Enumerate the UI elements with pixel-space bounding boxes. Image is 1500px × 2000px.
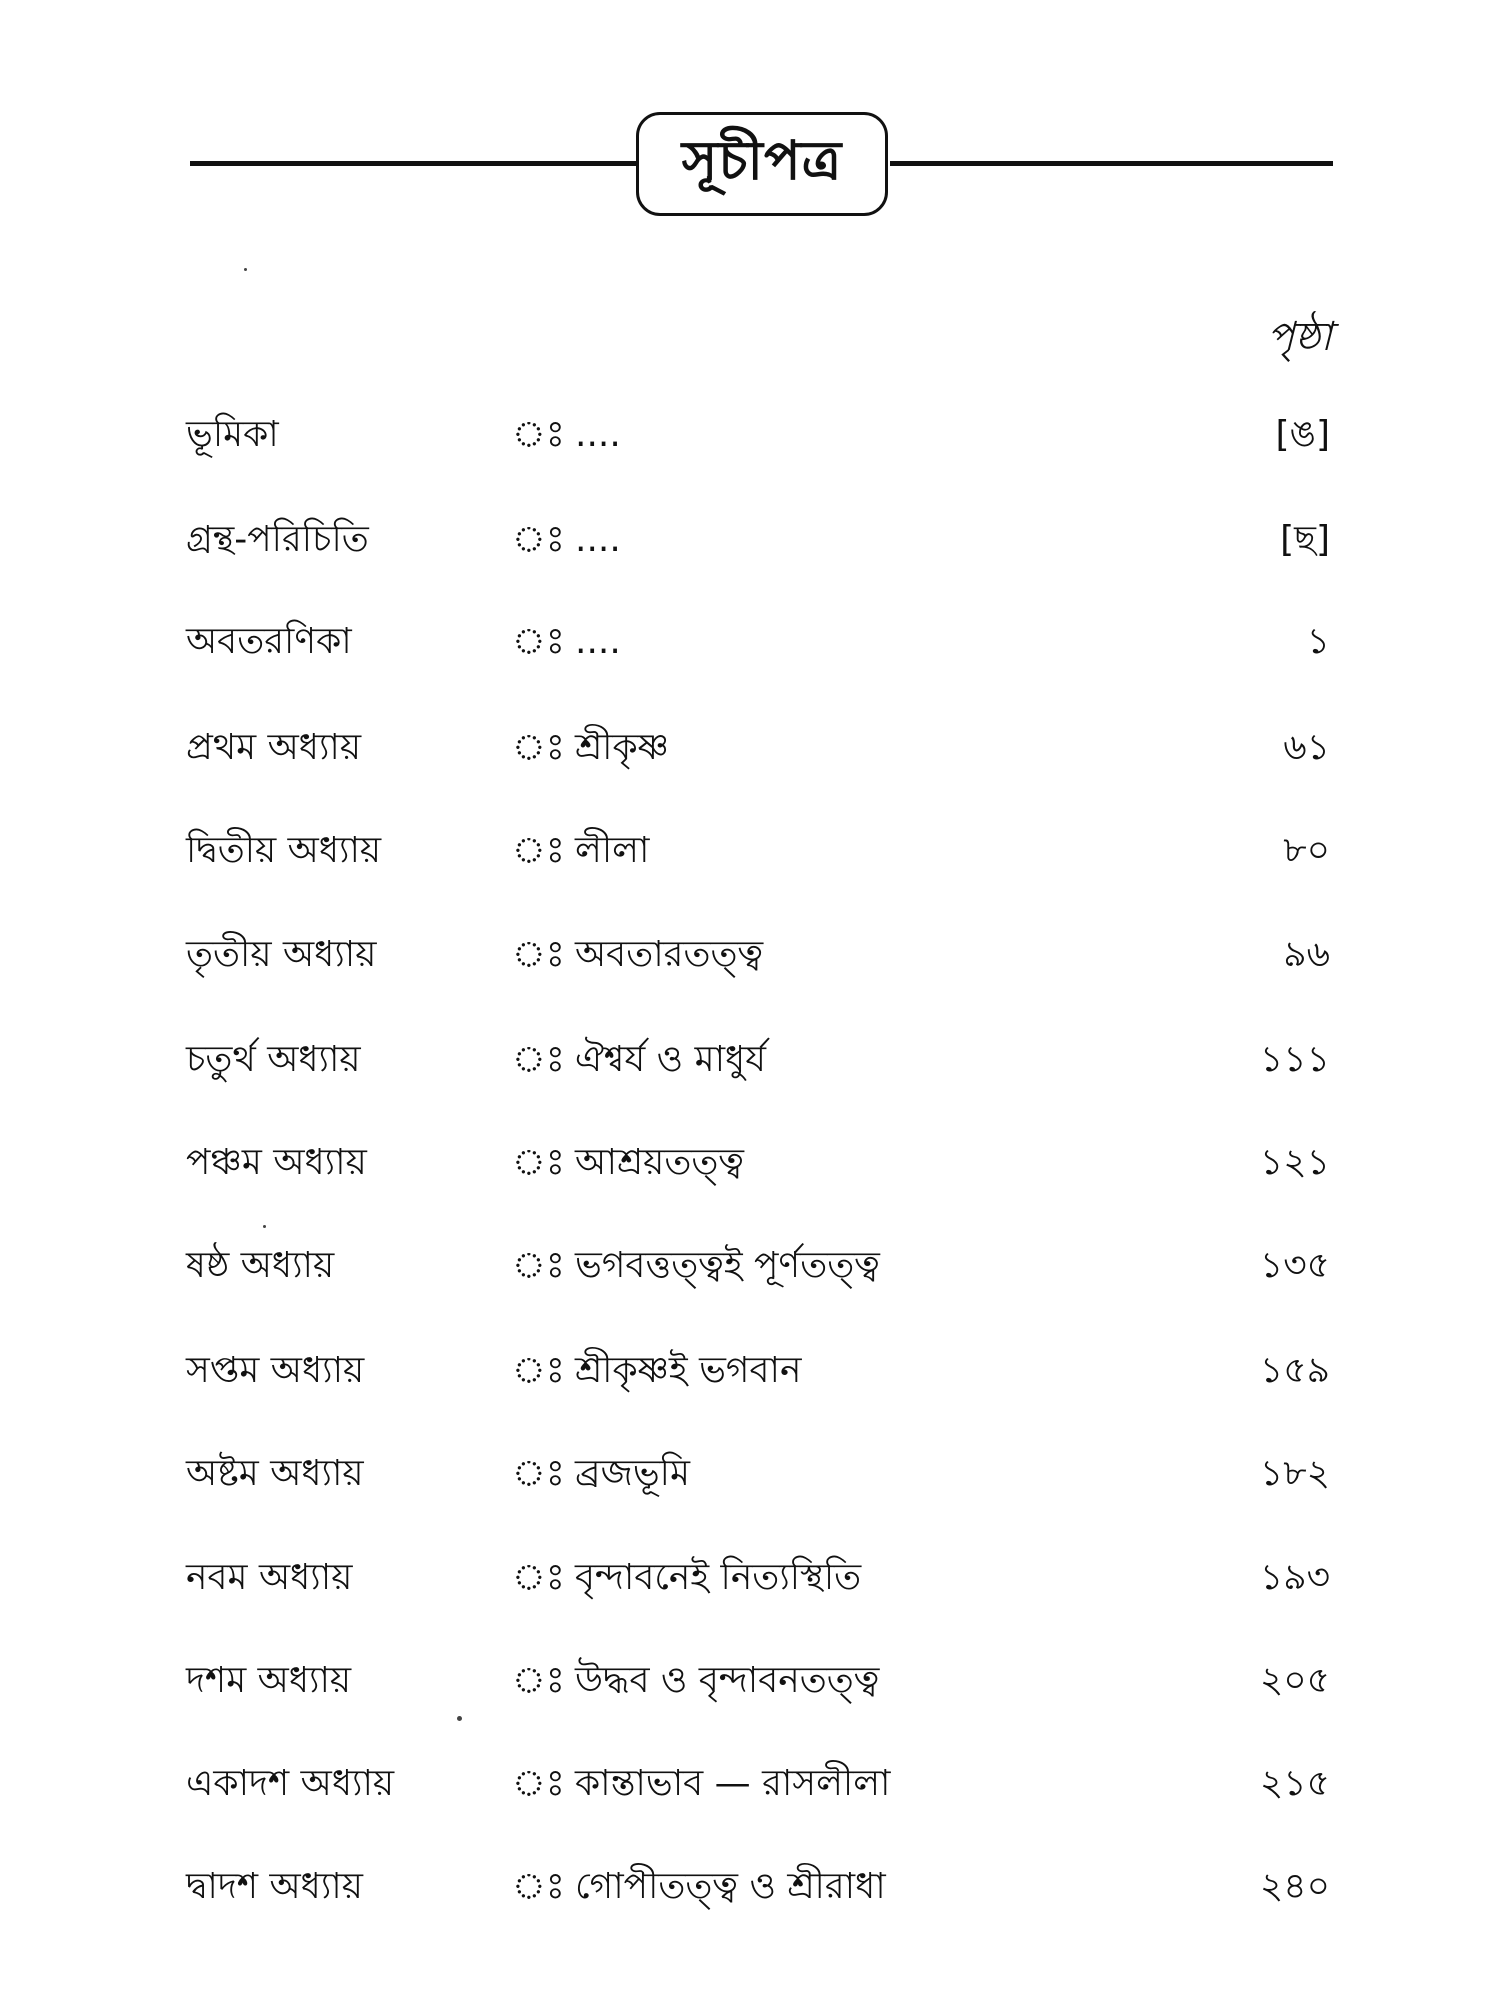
toc-entry — [0, 821, 1500, 881]
toc-entry-topic: ভগবত্তত্ত্বই পূর্ণতত্ত্ব — [575, 1245, 880, 1286]
toc-entry-label: ভূমিকা — [186, 414, 279, 455]
page-column-header: পৃষ্ঠা — [1267, 314, 1332, 360]
toc-entry — [0, 1133, 1500, 1193]
toc-entry-topic: .... — [575, 519, 621, 560]
toc-entry — [0, 925, 1500, 985]
toc-entry-topic: গোপীতত্ত্ব ও শ্রীরাধা — [575, 1866, 886, 1907]
toc-entry-topic: কান্তাভাব — রাসলীলা — [575, 1763, 891, 1804]
toc-entry-page: ১৯৩ — [1259, 1557, 1330, 1598]
toc-entry — [0, 1548, 1500, 1608]
toc-entry-separator: ঃ — [512, 1245, 565, 1286]
toc-entry-separator: ঃ — [512, 1866, 565, 1907]
toc-entry — [0, 1236, 1500, 1296]
toc-entry-page: ১ — [1306, 621, 1330, 662]
print-speck — [263, 1225, 266, 1228]
toc-entry-label: একাদশ অধ্যায় — [186, 1763, 395, 1804]
toc-entry — [0, 510, 1500, 570]
toc-entry-label: প্রথম অধ্যায় — [186, 727, 362, 768]
toc-entry-topic: লীলা — [575, 830, 650, 871]
toc-entry-page: ২০৫ — [1259, 1660, 1330, 1701]
toc-entry-page: ৬১ — [1283, 727, 1330, 768]
toc-entry-page: ১৩৫ — [1259, 1245, 1330, 1286]
toc-entry-label: দশম অধ্যায় — [186, 1660, 352, 1701]
toc-entry-separator: ঃ — [512, 830, 565, 871]
toc-entry-topic: শ্রীকৃষ্ণ — [575, 727, 669, 768]
toc-entry-separator: ঃ — [512, 1142, 565, 1183]
toc-entry-page: ১১১ — [1259, 1039, 1330, 1080]
toc-entry — [0, 1857, 1500, 1917]
toc-entry — [0, 1754, 1500, 1814]
toc-entry — [0, 718, 1500, 778]
toc-entry-label: চতুর্থ অধ্যায় — [186, 1039, 361, 1080]
toc-entry-separator: ঃ — [512, 1557, 565, 1598]
toc-entry-label: অবতরণিকা — [186, 621, 352, 662]
toc-entry-label: পঞ্চম অধ্যায় — [186, 1142, 367, 1183]
toc-entry-topic: অবতারতত্ত্ব — [575, 934, 764, 975]
toc-entry-topic: উদ্ধব ও বৃন্দাবনতত্ত্ব — [575, 1660, 880, 1701]
toc-entry-topic: .... — [575, 414, 621, 455]
toc-entry-label: গ্রন্থ-পরিচিতি — [186, 519, 369, 560]
toc-entry-separator: ঃ — [512, 1660, 565, 1701]
toc-entry-separator: ঃ — [512, 621, 565, 662]
toc-entry-topic: .... — [575, 621, 621, 662]
toc-entry-page: ১২১ — [1259, 1142, 1330, 1183]
toc-entry-page: ৮০ — [1283, 830, 1330, 871]
toc-entry-page: ১৮২ — [1259, 1453, 1330, 1494]
toc-entry — [0, 1444, 1500, 1504]
toc-entry-separator: ঃ — [512, 1039, 565, 1080]
toc-entry-page: ২৪০ — [1259, 1866, 1330, 1907]
toc-entry — [0, 612, 1500, 672]
toc-entry-topic: আশ্রয়তত্ত্ব — [575, 1142, 744, 1183]
print-speck — [244, 268, 247, 271]
toc-entry-topic: ঐশ্বর্য ও মাধুর্য — [575, 1039, 766, 1080]
toc-entry-separator: ঃ — [512, 934, 565, 975]
toc-entry — [0, 1341, 1500, 1401]
toc-entry-label: তৃতীয় অধ্যায় — [186, 934, 377, 975]
toc-entry — [0, 1030, 1500, 1090]
toc-entry-separator: ঃ — [512, 519, 565, 560]
toc-entry-page: ২১৫ — [1259, 1763, 1330, 1804]
title-rule-left — [190, 161, 640, 166]
toc-entry-separator: ঃ — [512, 414, 565, 455]
toc-entry-separator: ঃ — [512, 1763, 565, 1804]
toc-entry — [0, 1651, 1500, 1711]
toc-entry-label: নবম অধ্যায় — [186, 1557, 353, 1598]
toc-entry-label: অষ্টম অধ্যায় — [186, 1453, 364, 1494]
toc-entry-page: [ছ] — [1280, 519, 1330, 560]
title-rule-right — [890, 161, 1333, 166]
page-title: সূচীপত্র — [636, 112, 888, 216]
toc-entry-page: ৯৬ — [1283, 934, 1330, 975]
toc-entry-separator: ঃ — [512, 1350, 565, 1391]
toc-entry-page: ১৫৯ — [1259, 1350, 1330, 1391]
toc-entry — [0, 405, 1500, 465]
toc-entry-label: দ্বাদশ অধ্যায় — [186, 1866, 363, 1907]
toc-entry-label: দ্বিতীয় অধ্যায় — [186, 830, 382, 871]
toc-entry-label: সপ্তম অধ্যায় — [186, 1350, 365, 1391]
toc-entry-label: ষষ্ঠ অধ্যায় — [186, 1245, 335, 1286]
toc-entry-separator: ঃ — [512, 727, 565, 768]
print-speck — [457, 1716, 462, 1721]
toc-entry-page: [ঙ] — [1275, 414, 1330, 455]
toc-entry-topic: বৃন্দাবনেই নিত্যস্থিতি — [575, 1557, 862, 1598]
toc-entry-topic: শ্রীকৃষ্ণই ভগবান — [575, 1350, 802, 1391]
toc-entry-separator: ঃ — [512, 1453, 565, 1494]
toc-entry-topic: ব্রজভূমি — [575, 1453, 690, 1494]
